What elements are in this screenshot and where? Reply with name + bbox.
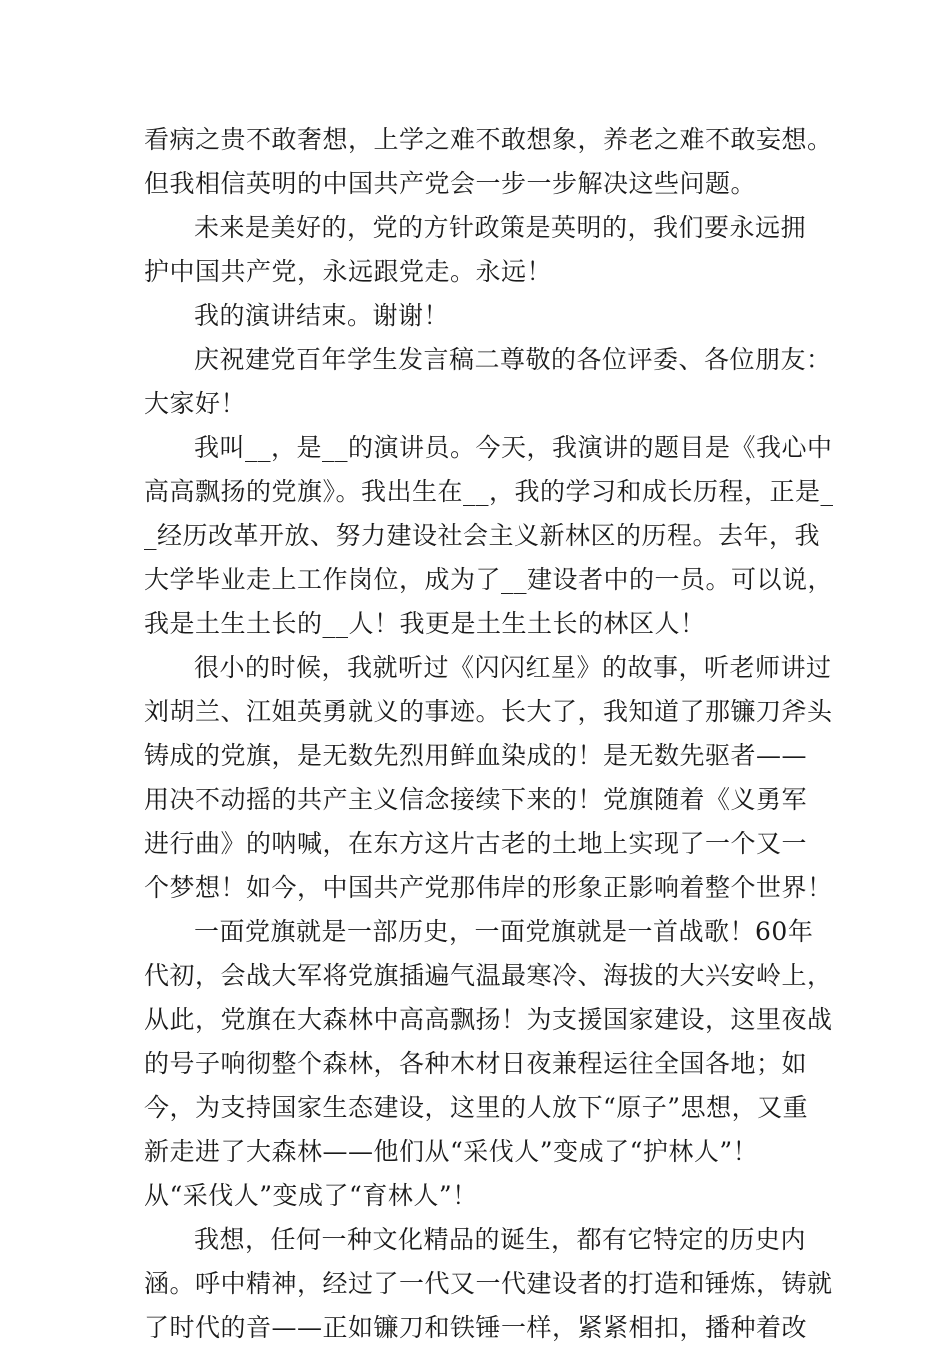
text-line: 但我相信英明的中国共产党会一步一步解决这些问题。 <box>144 169 757 198</box>
text-line: 看病之贵不敢奢想，上学之难不敢想象，养老之难不敢妄想。 <box>144 125 833 154</box>
text-line: 我想，任何一种文化精品的诞生，都有它特定的历史内 <box>194 1225 807 1254</box>
text-line: 进行曲》的呐喊，在东方这片古老的土地上实现了一个又一 <box>144 829 808 858</box>
text-line: 刘胡兰、江姐英勇就义的事迹。长大了，我知道了那镰刀斧头 <box>144 697 833 726</box>
text-line: 我的演讲结束。谢谢！ <box>194 301 450 330</box>
text-line: 护中国共产党，永远跟党走。永远！ <box>144 257 553 286</box>
text-line: 新走进了大森林——他们从“采伐人”变成了“护林人”！ <box>144 1137 759 1166</box>
text-line: 涵。呼中精神，经过了一代又一代建设者的打造和锤炼，铸就 <box>144 1269 833 1298</box>
text-line: 今，为支持国家生态建设，这里的人放下“原子”思想，又重 <box>144 1093 809 1122</box>
text-line: 我叫__，是__的演讲员。今天，我演讲的题目是《我心中 <box>194 433 833 462</box>
text-line: 未来是美好的，党的方针政策是英明的，我们要永远拥 <box>194 213 807 242</box>
text-line: 用决不动摇的共产主义信念接续下来的！党旗随着《义勇军 <box>144 785 808 814</box>
document-body <box>144 118 834 1350</box>
text-line: 的号子响彻整个森林，各种木材日夜兼程运往全国各地；如 <box>144 1049 808 1078</box>
text-line: 大学毕业走上工作岗位，成为了__建设者中的一员。可以说， <box>144 565 834 594</box>
text-line: 高高飘扬的党旗》。我出生在__，我的学习和成长历程，正是_ <box>144 477 834 506</box>
text-line: 个梦想！如今，中国共产党那伟岸的形象正影响着整个世界！ <box>144 873 833 902</box>
text-line: 了时代的音——正如镰刀和铁锤一样，紧紧相扣，播种着改 <box>144 1313 808 1342</box>
text-line: 一面党旗就是一部历史，一面党旗就是一首战歌！60年 <box>194 917 814 946</box>
text-line: 代初，会战大军将党旗插遍气温最寒冷、海拔的大兴安岭上， <box>144 961 833 990</box>
text-line: _经历改革开放、努力建设社会主义新林区的历程。去年，我 <box>144 521 821 550</box>
text-line: 从此，党旗在大森林中高高飘扬！为支援国家建设，这里夜战 <box>144 1005 833 1034</box>
text-line: 从“采伐人”变成了“育林人”！ <box>144 1181 478 1210</box>
text-line: 很小的时候，我就听过《闪闪红星》的故事，听老师讲过 <box>194 653 832 682</box>
text-line: 我是土生土长的__人！我更是土生土长的林区人！ <box>144 609 706 638</box>
text-line: 大家好！ <box>144 389 247 418</box>
text-line: 铸成的党旗，是无数先烈用鲜血染成的！是无数先驱者—— <box>144 741 808 770</box>
text-line: 庆祝建党百年学生发言稿二尊敬的各位评委、各位朋友： <box>194 345 832 374</box>
